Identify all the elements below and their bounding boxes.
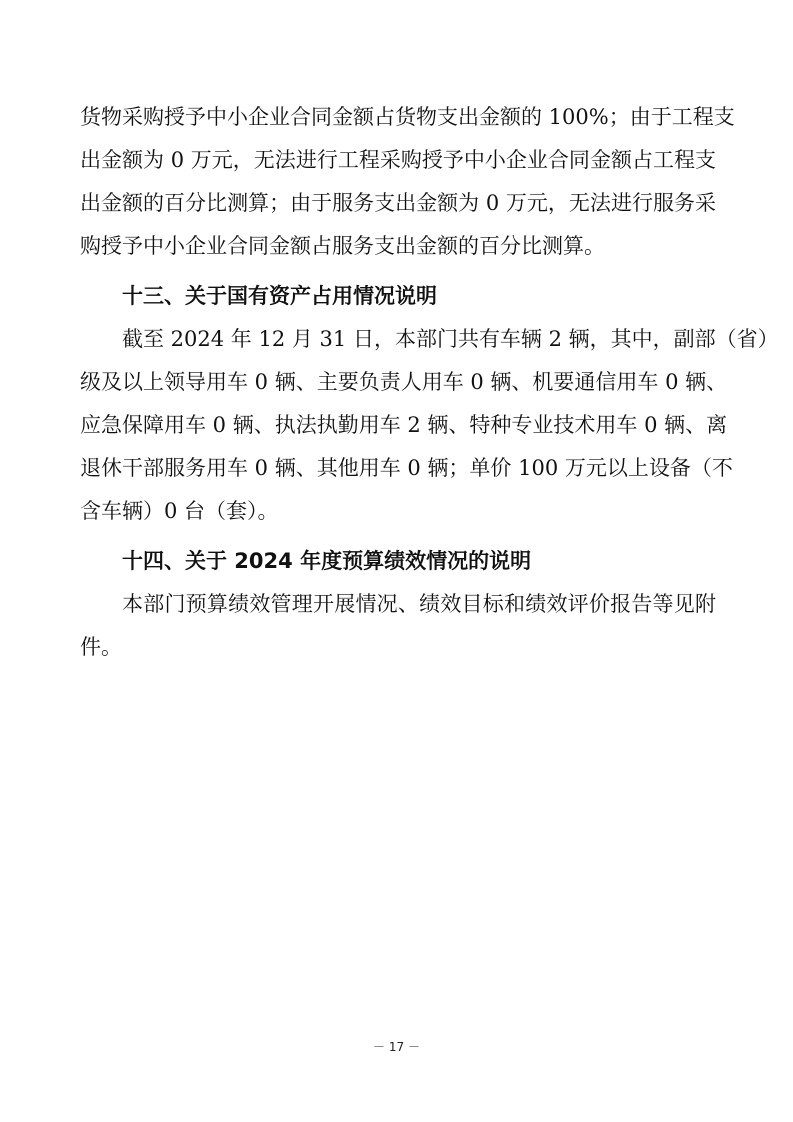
- paragraph-line: 退休干部服务用车 0 辆、其他用车 0 辆；单价 100 万元以上设备（不: [80, 456, 733, 480]
- paragraph-line: 截至 2024 年 12 月 31 日，本部门共有车辆 2 辆，其中，副部（省）: [122, 327, 779, 351]
- paragraph-state-assets: [80, 318, 779, 533]
- section-14-heading: 十四、关于 2024 年度预算绩效情况的说明: [122, 549, 532, 573]
- paragraph-performance: [80, 583, 716, 669]
- paragraph-line: 购授予中小企业合同金额占服务支出金额的百分比测算。: [80, 234, 605, 258]
- document-body: [80, 96, 779, 669]
- paragraph-line: 级及以上领导用车 0 辆、主要负责人用车 0 辆、机要通信用车 0 辆、: [80, 370, 728, 394]
- section-13-heading: 十三、关于国有资产占用情况说明: [122, 284, 437, 308]
- page-number: － 17 －: [373, 1040, 420, 1054]
- paragraph-line: 应急保障用车 0 辆、执法执勤用车 2 辆、特种专业技术用车 0 辆、离: [80, 413, 728, 437]
- paragraph-line: 本部门预算绩效管理开展情况、绩效目标和绩效评价报告等见附: [122, 592, 716, 616]
- paragraph-line: 货物采购授予中小企业合同金额占货物支出金额的 100%；由于工程支: [80, 105, 735, 129]
- paragraph-line: 件。: [80, 635, 122, 659]
- paragraph-line: 出金额的百分比测算；由于服务支出金额为 0 万元，无法进行服务采: [80, 191, 716, 215]
- paragraph-line: 含车辆）0 台（套）。: [80, 499, 279, 523]
- paragraph-procurement: [80, 96, 735, 268]
- paragraph-line: 出金额为 0 万元，无法进行工程采购授予中小企业合同金额占工程支: [80, 148, 716, 172]
